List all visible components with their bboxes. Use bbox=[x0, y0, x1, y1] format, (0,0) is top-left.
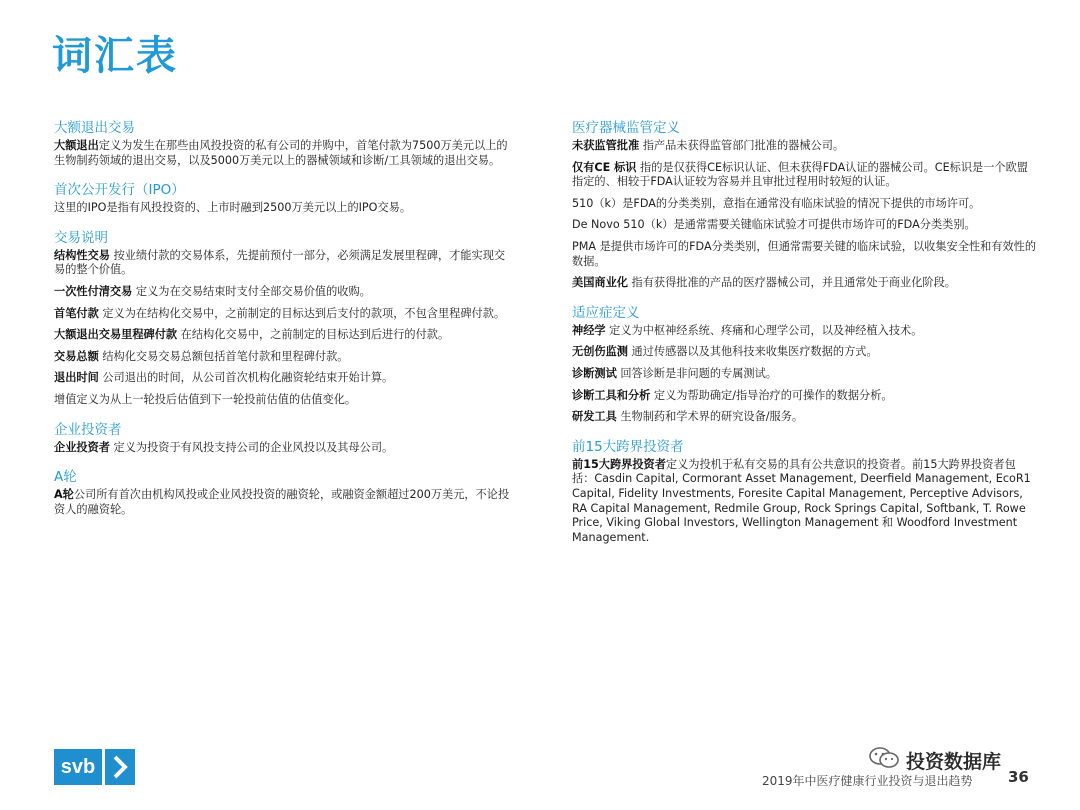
section-deal-terms bbox=[54, 230, 516, 408]
section-heading: 医疗器械监管定义 bbox=[572, 120, 680, 136]
definition-entry bbox=[572, 218, 1037, 233]
definition-entry bbox=[54, 488, 516, 517]
section-major-exit bbox=[54, 120, 516, 168]
definition-text: 这里的IPO是指有风投投资的、上市时融到2500万美元以上的IPO交易。 bbox=[54, 201, 412, 215]
term: 一次性付清交易 bbox=[54, 284, 133, 298]
section-indications bbox=[572, 305, 1037, 425]
definition-entry bbox=[572, 276, 1037, 291]
definition-text: 在结构化交易中，之前制定的目标达到后进行的付款。 bbox=[177, 328, 450, 342]
definition-entry bbox=[572, 367, 1037, 382]
definition-text: 生物制药和学术界的研究设备/服务。 bbox=[616, 410, 804, 424]
definition-text: 定义为投资于有风投支持公司的企业风投以及其母公司。 bbox=[109, 440, 394, 454]
definition-entry bbox=[572, 139, 1037, 154]
definition-entry bbox=[54, 371, 516, 386]
term: 前15大跨界投资者 bbox=[572, 457, 666, 471]
definition-entry bbox=[54, 139, 516, 168]
definition-entry bbox=[572, 458, 1037, 546]
term: 退出时间 bbox=[54, 371, 99, 385]
term: 研发工具 bbox=[572, 410, 617, 424]
term: 无创伤监测 bbox=[572, 345, 628, 359]
definition-text: 回答诊断是非问题的专属测试。 bbox=[616, 366, 777, 380]
definition-text: 定义为投机于私有交易的具有公共意识的投资者。前15大跨界投资者包括：Casdin Capital, Cormorant Asset Management, Deerfield Management, EcoR1 Capital, Fidelity Investments, Foresite Capital Management, Perceptive Advisors, RA Capital Management, Redmile Group, Rock Springs Capital, Softbank, T. Rowe Price, Viking Global Investors, Wellington Management 和 Woodford Investment Management. bbox=[572, 457, 1031, 544]
term: A轮 bbox=[54, 488, 74, 502]
definition-entry bbox=[54, 285, 516, 300]
definition-text: 定义为在结构化交易中，之前制定的目标达到后支付的款项，不包含里程碑付款。 bbox=[98, 306, 506, 320]
watermark-text: 投资数据库 bbox=[906, 751, 1002, 773]
term: 大额退出 bbox=[54, 139, 99, 152]
section-heading: 交易说明 bbox=[54, 229, 108, 246]
definition-text: 公司退出的时间，从公司首次机构化融资轮结束开始计算。 bbox=[98, 371, 394, 385]
definition-text: PMA 是提供市场许可的FDA分类类别，但通常需要关键的临床试验，以收集安全性和有效性的数据。 bbox=[572, 239, 1037, 268]
section-device-regulatory bbox=[572, 120, 1037, 291]
page-title: 词汇表 bbox=[52, 33, 178, 79]
definition-entry bbox=[54, 393, 516, 408]
definition-text: 510（k）是FDA的分类类别，意指在通常没有临床试验的情况下提供的市场许可。 bbox=[572, 196, 981, 210]
term: 交易总额 bbox=[54, 349, 99, 363]
definition-text: 指产品未获得监管部门批准的器械公司。 bbox=[639, 139, 845, 152]
chevron-right-icon bbox=[105, 749, 135, 785]
logo-text: svb bbox=[54, 749, 102, 785]
definition-entry bbox=[572, 410, 1037, 425]
definition-text: 定义为在交易结束时支付全部交易价值的收购。 bbox=[132, 284, 371, 298]
report-title: 2019年中医疗健康行业投资与退出趋势 bbox=[762, 774, 973, 788]
section-heading: 前15大跨界投资者 bbox=[572, 438, 684, 455]
term: 企业投资者 bbox=[54, 440, 110, 454]
term: 大额退出交易里程碑付款 bbox=[54, 328, 178, 342]
definition-entry bbox=[572, 197, 1037, 212]
definition-text: 定义为中枢神经系统、疼痛和心理学公司，以及神经植入技术。 bbox=[605, 323, 923, 337]
definition-entry bbox=[54, 350, 516, 365]
definition-text: 指有获得批准的产品的医疗器械公司，并且通常处于商业化阶段。 bbox=[627, 276, 956, 290]
right-column bbox=[572, 120, 1037, 559]
section-heading: 首次公开发行（IPO） bbox=[54, 182, 185, 199]
definition-text: 按业绩付款的交易体系，先提前预付一部分，必须满足发展里程碑，才能实现交易的整个价值。 bbox=[54, 248, 506, 277]
definition-text: 指的是仅获得CE标识认证、但未获得FDA认证的器械公司。CE标识是一个欧盟指定的、相较于FDA认证较为容易并且审批过程用时较短的认证。 bbox=[572, 160, 1028, 189]
section-corporate-investor bbox=[54, 422, 516, 456]
definition-entry bbox=[572, 161, 1037, 190]
term: 结构性交易 bbox=[54, 248, 110, 262]
section-crossover-investors bbox=[572, 439, 1037, 546]
definition-text: 增值定义为从上一轮投后估值到下一轮投前估值的估值变化。 bbox=[54, 392, 357, 406]
definition-text: 结构化交易交易总额包括首笔付款和里程碑付款。 bbox=[98, 349, 349, 363]
definition-text: 定义为帮助确定/指导治疗的可操作的数据分析。 bbox=[650, 388, 893, 402]
section-heading: 适应症定义 bbox=[572, 304, 640, 321]
term: 美国商业化 bbox=[572, 276, 628, 290]
definition-text: 通过传感器以及其他科技来收集医疗数据的方式。 bbox=[627, 345, 878, 359]
definition-text: 公司所有首次由机构风投或企业风投投资的融资轮，或融资金额超过200万美元，不论投资人的融资轮。 bbox=[54, 488, 510, 516]
page-number: 36 bbox=[1008, 768, 1029, 786]
term: 首笔付款 bbox=[54, 306, 99, 320]
term: 神经学 bbox=[572, 323, 606, 337]
definition-entry bbox=[572, 345, 1037, 360]
section-heading: A轮 bbox=[54, 469, 77, 486]
svb-logo bbox=[54, 749, 135, 785]
definition-entry bbox=[54, 328, 516, 343]
term: 未获监管批准 bbox=[572, 139, 640, 152]
term: 仅有CE 标识 bbox=[572, 160, 637, 174]
term: 诊断工具和分析 bbox=[572, 388, 651, 402]
definition-text: 定义为发生在那些由风投投资的私有公司的并购中，首笔付款为7500万美元以上的生物制药领域的退出交易，以及5000万美元以上的器械领域和诊断/工具领域的退出交易。 bbox=[54, 139, 508, 167]
left-column bbox=[54, 120, 516, 531]
definition-text: De Novo 510（k）是通常需要关键临床试验才可提供市场许可的FDA分类类别。 bbox=[572, 218, 976, 232]
section-ipo bbox=[54, 182, 516, 216]
term: 诊断测试 bbox=[572, 366, 617, 380]
definition-entry bbox=[572, 240, 1037, 269]
definition-entry bbox=[572, 324, 1037, 339]
definition-entry bbox=[54, 441, 516, 456]
definition-entry bbox=[54, 249, 516, 278]
section-series-a bbox=[54, 469, 516, 517]
definition-entry bbox=[54, 201, 516, 216]
definition-entry bbox=[572, 389, 1037, 404]
section-heading: 企业投资者 bbox=[54, 421, 122, 438]
definition-entry bbox=[54, 307, 516, 322]
section-heading: 大额退出交易 bbox=[54, 120, 135, 136]
